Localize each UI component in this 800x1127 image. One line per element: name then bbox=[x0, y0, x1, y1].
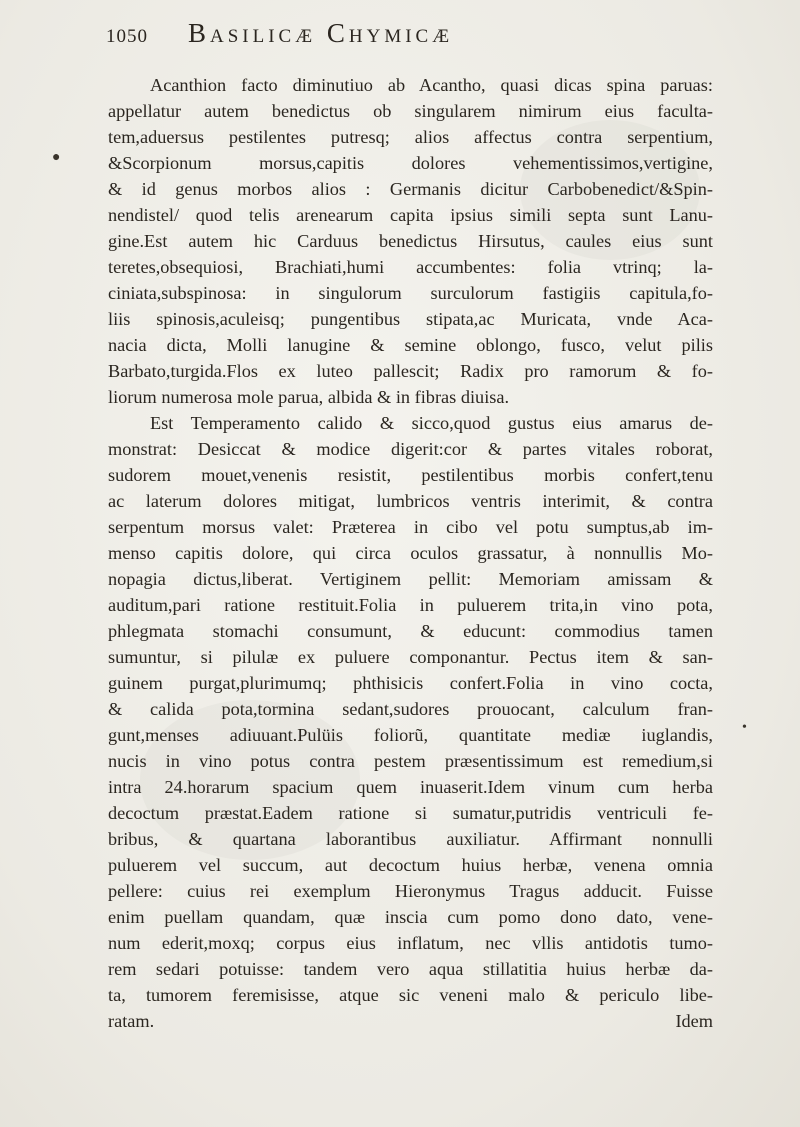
text-line: rem sedari potuisse: tandem vero aqua stillatitia huius herbæ da- bbox=[108, 959, 713, 979]
text-line: appellatur autem benedictus ob singularem nimirum eius faculta- bbox=[108, 101, 713, 121]
text-line: ac laterum dolores mitigat, lumbricos ventris interimit, & contra bbox=[108, 491, 713, 511]
text-line: Barbato,turgida.Flos ex luteo pallescit; Radix pro ramorum & fo- bbox=[108, 361, 713, 381]
text-line: sumuntur, si pilulæ ex puluere componantur. Pectus item & san- bbox=[108, 647, 713, 667]
text-line: nucis in vino potus contra pestem præsentissimum est remedium,si bbox=[108, 751, 713, 771]
text-line: tem,aduersus pestilentes putresq; alios affectus contra serpentium, bbox=[108, 127, 713, 147]
text-line: liorum numerosa mole parua, albida & in fibras diuisa. bbox=[108, 387, 510, 407]
text-line: gine.Est autem hic Carduus benedictus Hirsutus, caules eius sunt bbox=[108, 231, 713, 251]
running-title: Basilicæ Chymicæ bbox=[188, 18, 454, 48]
text-line: enim puellam quandam, quæ inscia cum pomo dono dato, vene- bbox=[108, 907, 713, 927]
margin-dot: ● bbox=[52, 150, 61, 165]
text-line: phlegmata stomachi consumunt, & educunt: commodius tamen bbox=[108, 621, 713, 641]
page-header bbox=[106, 18, 706, 58]
text-line: teretes,obsequiosi, Brachiati,humi accumbentes: folia vtrinq; la- bbox=[108, 257, 713, 277]
text-line: serpentum morsus valet: Præterea in cibo vel potu sumptus,ab im- bbox=[108, 517, 713, 537]
text-line: Acanthion facto diminutiuo ab Acantho, quasi dicas spina paruas: bbox=[150, 75, 713, 95]
text-line: nacia dicta, Molli lanugine & semine oblongo, fusco, velut pilis bbox=[108, 335, 713, 355]
body-text bbox=[108, 72, 713, 1034]
text-line: puluerem vel succum, aut decoctum huius herbæ, venena omnia bbox=[108, 855, 713, 875]
margin-dot: • bbox=[742, 720, 747, 735]
text-line: intra 24.horarum spacium quem inuaserit.Idem vinum cum herba bbox=[108, 777, 713, 797]
text-line: liis spinosis,aculeisq; pungentibus stipata,ac Muricata, vnde Aca- bbox=[108, 309, 713, 329]
text-line: auditum,pari ratione restituit.Folia in puluerem trita,in vino pota, bbox=[108, 595, 713, 615]
text-line: nendistel/ quod telis arenearum capita ipsius simili septa sunt Lanu- bbox=[108, 205, 713, 225]
text-line: & id genus morbos alios : Germanis dicitur Carbobenedict/&Spin- bbox=[108, 179, 713, 199]
text-line: decoctum præstat.Eadem ratione si sumatur,putridis ventriculi fe- bbox=[108, 803, 713, 823]
text-line: ta, tumorem feremisisse, atque sic veneni malo & periculo libe- bbox=[108, 985, 713, 1005]
text-line: pellere: cuius rei exemplum Hieronymus Tragus adducit. Fuisse bbox=[108, 881, 713, 901]
catchword: Idem bbox=[675, 1011, 713, 1031]
text-line: ciniata,subspinosa: in singulorum surculorum fastigiis capitula,fo- bbox=[108, 283, 713, 303]
text-line: gunt,menses adiuuant.Pulüis foliorũ, quantitate mediæ iuglandis, bbox=[108, 725, 713, 745]
text-line: menso capitis dolore, qui circa oculos grassatur, à nonnullis Mo- bbox=[108, 543, 713, 563]
text-line: ratam. bbox=[108, 1011, 155, 1031]
text-line: nopagia dictus,liberat. Vertiginem pellit: Memoriam amissam & bbox=[108, 569, 713, 589]
text-line: &Scorpionum morsus,capitis dolores vehementissimos,vertigine, bbox=[108, 153, 713, 173]
page-number: 1050 bbox=[106, 26, 148, 47]
text-line: monstrat: Desiccat & modice digerit:cor & partes vitales roborat, bbox=[108, 439, 713, 459]
text-line: sudorem mouet,venenis resistit, pestilentibus morbis confert,tenu bbox=[108, 465, 713, 485]
text-line: bribus, & quartana laborantibus auxiliatur. Affirmant nonnulli bbox=[108, 829, 713, 849]
text-line: num ederit,moxq; corpus eius inflatum, nec vllis antidotis tumo- bbox=[108, 933, 713, 953]
text-line: guinem purgat,plurimumq; phthisicis confert.Folia in vino cocta, bbox=[108, 673, 713, 693]
text-line: & calida pota,tormina sedant,sudores prouocant, calculum fran- bbox=[108, 699, 713, 719]
text-line: Est Temperamento calido & sicco,quod gustus eius amarus de- bbox=[150, 413, 713, 433]
